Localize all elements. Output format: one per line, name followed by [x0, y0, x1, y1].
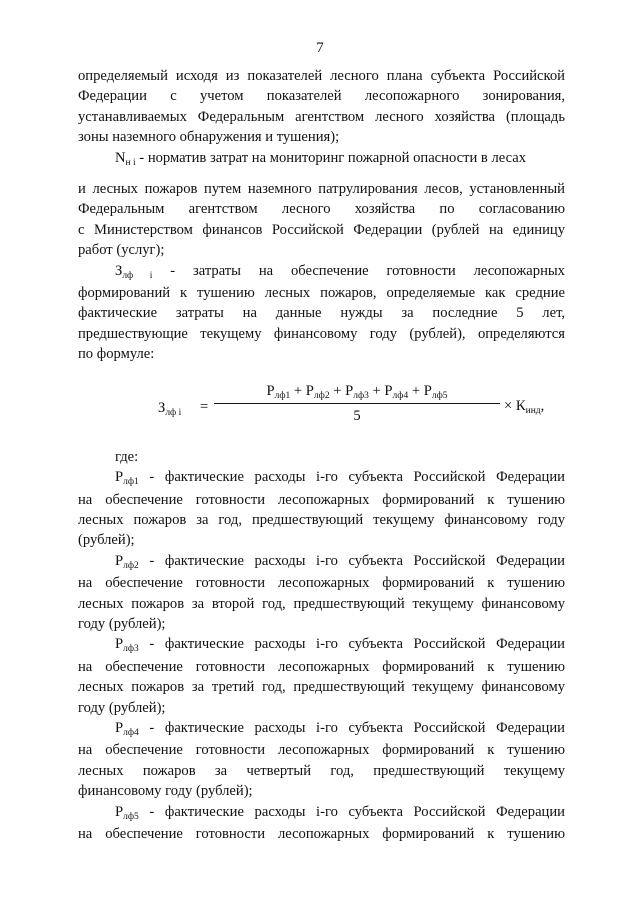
definition-first-line [78, 148, 565, 170]
variable-subscript: лф i [122, 270, 153, 281]
text-line: зоны наземного обнаружения и тушения); [78, 129, 340, 146]
definition-r5 [78, 802, 565, 845]
text-line: Федеральным агентством лесного хозяйства по согласованию [78, 201, 565, 218]
formula-numerator: $Р_{лф1} + Р_{лф2} + Р_{лф3} + Р_{лф4} + Р_{лф5}$ [266, 382, 448, 401]
text-line: определяемый исходя из показателей лесного плана субъекта Российской [78, 68, 565, 84]
paragraph-n-definition [78, 148, 565, 261]
text-line: на обеспечение готовности лесопожарных формирований к тушению [78, 658, 565, 675]
definition-r2 [78, 551, 565, 635]
definition-first-line: $Р_{лф1}$ - фактические расходы i-го субъекта Российской Федерации [115, 469, 565, 488]
text-line: году (рублей); [78, 615, 166, 632]
text-line: и лесных пожаров путем наземного патрулирования лесов, установленный [78, 181, 565, 198]
text-line: лесных пожаров за год, предшествующий текущему финансовому году [78, 511, 565, 528]
formula-lhs: $З_{лф i}$ [158, 399, 182, 418]
text-line: по формуле: [78, 346, 155, 363]
formula-equals: = [200, 398, 209, 415]
text-line: фактические затраты на данные нужды за последние 5 лет, [78, 305, 565, 322]
where-label: где: [115, 448, 139, 465]
variable-symbol: N [115, 149, 126, 166]
text-line: на обеспечение готовности лесопожарных формирований к тушению [78, 491, 565, 508]
variable-subscript: н i [125, 157, 136, 168]
text-line: предшествующие текущему финансовому году (рублей), определяются [78, 325, 565, 342]
text-line: лесных пожаров за четвертый год, предшествующий текущему [78, 762, 565, 779]
text-line: году (рублей); [78, 699, 166, 716]
page-number: 7 [316, 40, 324, 56]
definition-r1 [78, 467, 565, 551]
document-body [78, 66, 565, 844]
definition-first-line: $Р_{лф5}$ - фактические расходы i-го субъекта Российской Федерации [115, 803, 565, 822]
fraction-bar [214, 403, 500, 404]
definition-text: - затраты на обеспечение готовности лесопожарных [152, 262, 565, 279]
definition-r3 [78, 634, 565, 718]
definition-first-line: $Р_{лф2}$ - фактические расходы i-го субъекта Российской Федерации [115, 552, 565, 571]
text-line: с Министерством финансов Российской Федерации (рублей на единицу [78, 221, 565, 238]
definition-first-line [78, 261, 565, 283]
text-line: устанавливаемых Федеральным агентством лесного хозяйства (площадь [78, 108, 565, 125]
text-line: лесных пожаров за второй год, предшествующий текущему финансовому [78, 595, 565, 612]
text-line: Федерации с учетом показателей лесопожарного зонирования, [78, 88, 565, 105]
variable-symbol: З [115, 262, 123, 279]
text-line: на обеспечение готовности лесопожарных формирований к тушению [78, 826, 565, 842]
paragraph-zone-definition [78, 66, 565, 148]
formula [78, 375, 565, 439]
text-line: (рублей); [78, 532, 135, 549]
paragraph-z-definition [78, 261, 565, 365]
definition-first-line: $Р_{лф4}$ - фактические расходы i-го субъекта Российской Федерации [115, 719, 565, 738]
text-line: формирований к тушению лесных пожаров, определяемые как средние [78, 285, 565, 302]
formula-denominator: 5 [353, 407, 361, 424]
text-line: финансовому году (рублей); [78, 783, 253, 800]
definition-first-line: $Р_{лф3}$ - фактические расходы i-го субъекта Российской Федерации [115, 636, 565, 655]
formula-multiplier: × $К_{инд}$, [504, 397, 545, 416]
text-line: на обеспечение готовности лесопожарных формирований к тушению [78, 575, 565, 592]
text-line: на обеспечение готовности лесопожарных формирований к тушению [78, 742, 565, 759]
definition-r4 [78, 718, 565, 802]
text-line: лесных пожаров за третий год, предшествующий текущему финансовому [78, 679, 565, 696]
definition-text: - норматив затрат на мониторинг пожарной опасности в лесах [135, 149, 527, 166]
text-line: работ (услуг); [78, 242, 165, 259]
